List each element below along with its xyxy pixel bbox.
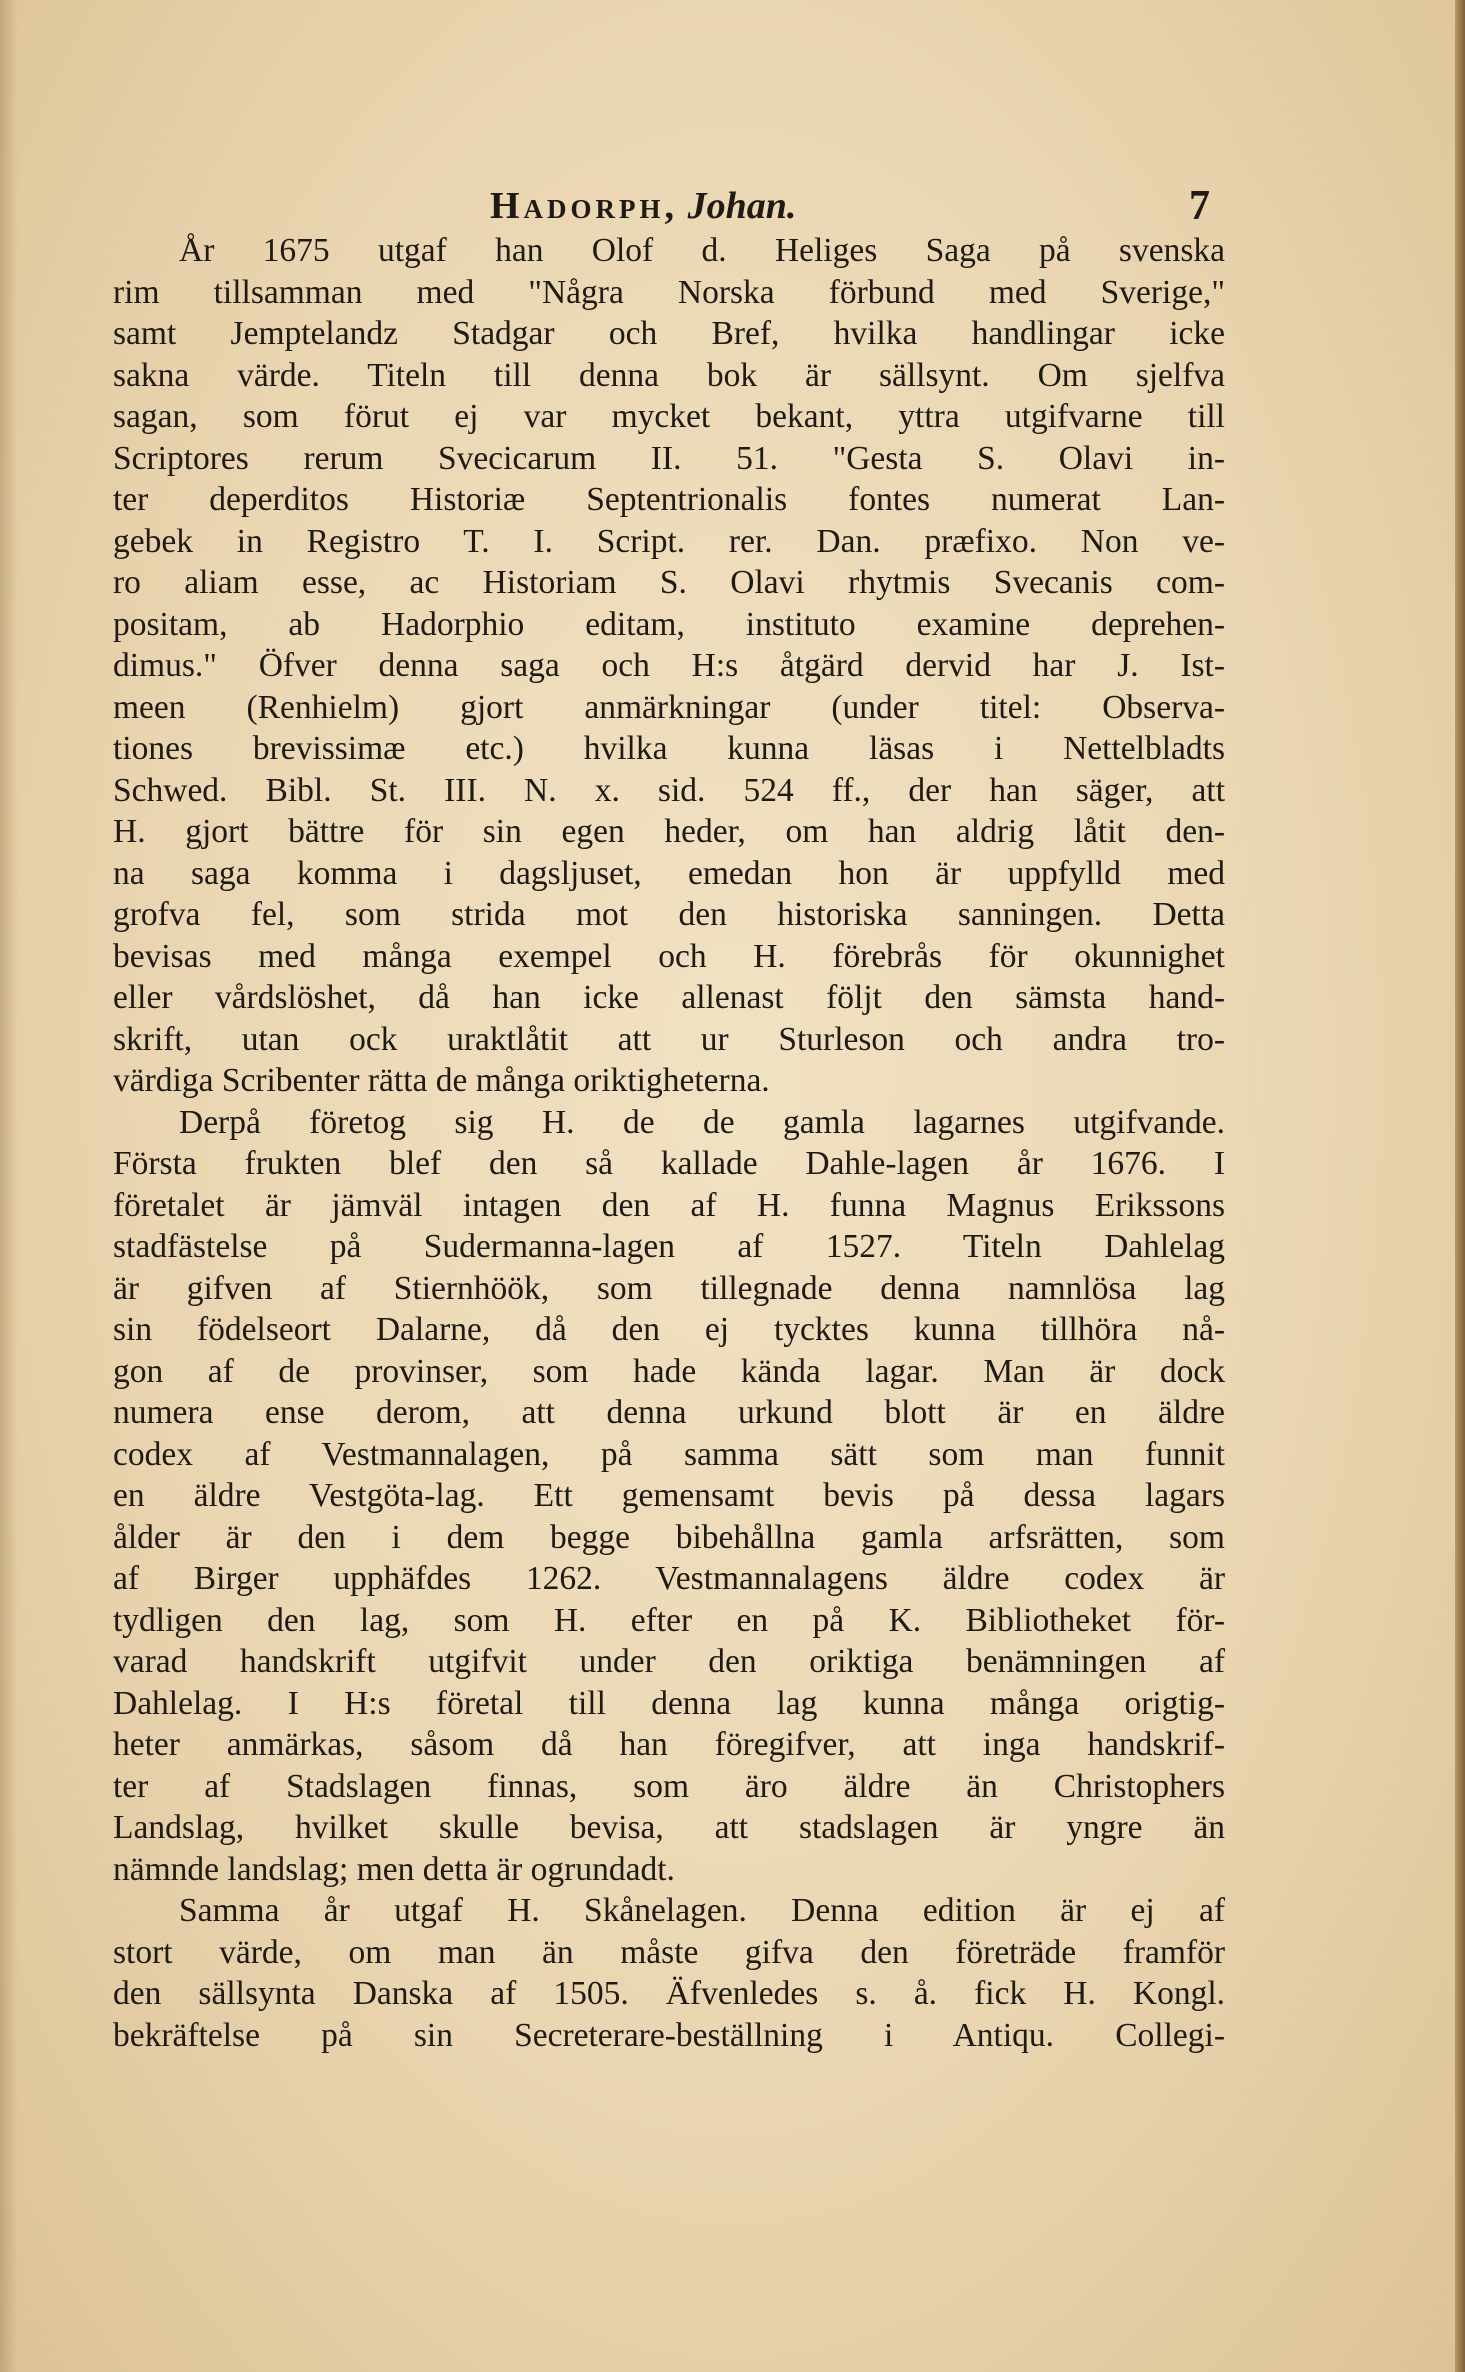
running-head-surname: Hadorph, [490,185,679,227]
text-line: Dahlelag. I H:s företal till denna lag kunna många origtig- [113,1684,1225,1722]
text-line: meen (Renhielm) gjort anmärkningar (under titel: Observa- [113,688,1225,726]
text-line: stadfästelse på Sudermanna-lagen af 1527. Titeln Dahlelag [113,1228,1225,1265]
text-line: positam, ab Hadorphio editam, instituto examine deprehen- [113,605,1225,643]
text-line: samt Jemptelandz Stadgar och Bref, hvilka handlingar icke [113,315,1225,352]
text-line: af Birger upphäfdes 1262. Vestmannalagens äldre codex är [113,1560,1225,1597]
text-line: rim tillsamman med "Några Norska förbund med Sverige," [113,273,1225,311]
text-line: eller vårdslöshet, då han icke allenast följt den sämsta hand- [113,979,1225,1016]
text-line: en äldre Vestgöta-lag. Ett gemensamt bevis på dessa lagars [113,1477,1225,1514]
text-line: dimus." Öfver denna saga och H:s åtgärd dervid har J. Ist- [113,647,1225,684]
text-line: Derpå företog sig H. de de gamla lagarnes utgifvande. [179,1103,1225,1141]
text-line: ter deperditos Historiæ Septentrionalis fontes numerat Lan- [113,481,1225,518]
page-number: 7 [1189,183,1210,229]
text-line: grofva fel, som strida mot den historiska sanningen. Detta [113,896,1225,933]
text-line: varad handskrift utgifvit under den oriktiga benämningen af [113,1643,1225,1680]
text-line: numera ense derom, att denna urkund blott är en äldre [113,1394,1225,1431]
text-line: gebek in Registro T. I. Script. rer. Dan. præfixo. Non ve- [113,522,1225,560]
page-header [490,176,1210,236]
text-line: företalet är jämväl intagen den af H. funna Magnus Erikssons [113,1186,1225,1224]
text-line: bevisas med många exempel och H. förebrås för okunnighet [113,937,1225,975]
text-line: tiones brevissimæ etc.) hvilka kunna läsas i Nettelbladts [113,730,1225,767]
text-line: heter anmärkas, såsom då han föregifver, att inga handskrif- [113,1726,1225,1763]
text-line: ålder är den i dem begge bibehållna gamla arfsrätten, som [113,1518,1225,1556]
text-line: Schwed. Bibl. St. III. N. x. sid. 524 ff., der han säger, att [113,771,1225,809]
text-line: skrift, utan ock uraktlåtit att ur Sturleson och andra tro- [113,1020,1225,1058]
text-line: tydligen den lag, som H. efter en på K. Bibliotheket för- [113,1601,1225,1639]
text-line: sin födelseort Dalarne, då den ej tycktes kunna tillhöra nå- [113,1311,1225,1348]
page-gutter-shading [0,0,18,2372]
text-line: ro aliam esse, ac Historiam S. Olavi rhytmis Svecanis com- [113,564,1225,601]
body-text [113,230,1225,2056]
text-line: gon af de provinser, som hade kända lagar. Man är dock [113,1352,1225,1390]
text-line: den sällsynta Danska af 1505. Äfvenledes s. å. fick H. Kongl. [113,1975,1225,2012]
text-line: Samma år utgaf H. Skånelagen. Denna edition är ej af [179,1892,1225,1929]
book-spine-edge [1455,0,1465,2372]
text-line: Första frukten blef den så kallade Dahle-lagen år 1676. I [113,1145,1225,1182]
text-line: H. gjort bättre för sin egen heder, om han aldrig låtit den- [113,813,1225,850]
text-line: stort värde, om man än måste gifva den företräde framför [113,1933,1225,1971]
text-line: Scriptores rerum Svecicarum II. 51. "Gesta S. Olavi in- [113,439,1225,477]
text-line: är gifven af Stiernhöök, som tillegnade denna namnlösa lag [113,1269,1225,1307]
text-line: sakna värde. Titeln till denna bok är sällsynt. Om sjelfva [113,356,1225,394]
text-line: nämnde landslag; men detta är ogrundadt. [113,1850,675,1888]
text-line: Landslag, hvilket skulle bevisa, att stadslagen är yngre än [113,1809,1225,1846]
text-line: År 1675 utgaf han Olof d. Heliges Saga på svenska [179,232,1225,269]
text-line: bekräftelse på sin Secreterare-beställning i Antiqu. Collegi- [113,2016,1225,2054]
text-line: sagan, som förut ej var mycket bekant, yttra utgifvarne till [113,398,1225,435]
text-line: na saga komma i dagsljuset, emedan hon är uppfylld med [113,854,1225,892]
running-head [490,176,796,236]
text-line: värdiga Scribenter rätta de många oriktigheterna. [113,1062,770,1099]
text-line: codex af Vestmannalagen, på samma sätt som man funnit [113,1435,1225,1473]
text-line: ter af Stadslagen finnas, som äro äldre än Christophers [113,1767,1225,1805]
running-head-given-name: Johan. [687,185,797,227]
